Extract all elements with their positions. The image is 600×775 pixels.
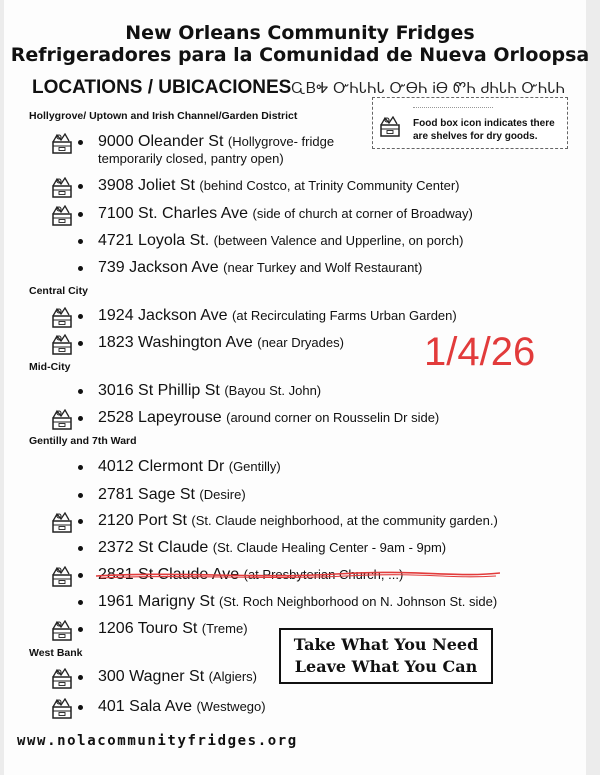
location-row bbox=[0, 512, 600, 536]
section-header: West Bank bbox=[29, 647, 83, 659]
location-note: (near Turkey and Wolf Restaurant) bbox=[223, 260, 423, 275]
location-address bbox=[98, 539, 446, 557]
location-note: (Algiers) bbox=[208, 669, 257, 684]
location-row bbox=[0, 177, 600, 201]
bullet bbox=[78, 465, 83, 470]
food-box-icon bbox=[51, 307, 75, 329]
location-address bbox=[98, 512, 498, 530]
bullet bbox=[78, 266, 83, 271]
bullet bbox=[78, 493, 83, 498]
section-header: Central City bbox=[29, 285, 88, 297]
section-header: Mid-City bbox=[29, 361, 71, 373]
section-header: Hollygrove/ Uptown and Irish Channel/Garden District bbox=[29, 110, 298, 122]
location-address bbox=[98, 307, 457, 325]
location-note: (at Recirculating Farms Urban Garden) bbox=[232, 308, 457, 323]
location-note-continued: temporarily closed, pantry open) bbox=[98, 151, 284, 166]
location-address bbox=[98, 232, 463, 250]
location-note: (Hollygrove- fridge bbox=[227, 134, 335, 149]
bullet bbox=[78, 705, 83, 710]
location-address bbox=[98, 334, 344, 352]
street: 300 Wagner St bbox=[98, 668, 205, 685]
street: 1823 Washington Ave bbox=[98, 334, 253, 351]
bullet bbox=[78, 675, 83, 680]
bullet bbox=[78, 416, 83, 421]
food-box-icon bbox=[51, 668, 75, 690]
location-row bbox=[0, 232, 600, 256]
food-box-icon bbox=[51, 334, 75, 356]
location-note: (behind Costco, at Trinity Community Center) bbox=[199, 178, 460, 193]
location-note: (Bayou St. John) bbox=[224, 383, 322, 398]
location-row bbox=[0, 458, 600, 482]
location-row bbox=[0, 205, 600, 229]
legend-smudge bbox=[413, 101, 493, 108]
slogan-box bbox=[279, 628, 493, 684]
location-note: (at Presbyterian Church, ...) bbox=[243, 567, 404, 582]
location-address bbox=[98, 259, 422, 277]
location-row bbox=[0, 593, 600, 617]
location-address bbox=[98, 620, 248, 638]
food-box-icon bbox=[51, 698, 75, 720]
location-note: (St. Roch Neighborhood on N. Johnson St. side) bbox=[218, 594, 498, 609]
bullet bbox=[78, 546, 83, 551]
red-strikethrough bbox=[96, 570, 500, 580]
slogan-line-1: Take What You Need bbox=[293, 635, 479, 654]
street: 2120 Port St bbox=[98, 512, 187, 529]
location-address bbox=[98, 593, 497, 611]
bullet bbox=[78, 341, 83, 346]
food-box-icon bbox=[51, 133, 75, 155]
bullet bbox=[78, 389, 83, 394]
bullet bbox=[78, 519, 83, 524]
location-address bbox=[98, 698, 266, 716]
street: 3016 St Phillip St bbox=[98, 382, 220, 399]
location-address bbox=[98, 486, 246, 504]
food-box-icon bbox=[51, 409, 75, 431]
locations-label: LOCATIONS / UBICACIONES bbox=[32, 77, 292, 98]
locations-heading bbox=[32, 77, 565, 99]
handwritten-date: 1/4/26 bbox=[424, 330, 536, 374]
bullet bbox=[78, 314, 83, 319]
food-box-icon bbox=[51, 177, 75, 199]
location-row bbox=[0, 382, 600, 406]
bullet bbox=[78, 627, 83, 632]
location-note: (side of church at corner of Broadway) bbox=[252, 206, 473, 221]
location-row bbox=[0, 698, 600, 722]
street: 3908 Joliet St bbox=[98, 177, 195, 194]
street: 2528 Lapeyrouse bbox=[98, 409, 222, 426]
location-address bbox=[98, 205, 473, 223]
street: 1206 Touro St bbox=[98, 620, 198, 637]
location-row bbox=[0, 486, 600, 510]
street: 4721 Loyola St. bbox=[98, 232, 210, 249]
location-address bbox=[98, 458, 281, 476]
location-note: (between Valence and Upperline, on porch) bbox=[213, 233, 464, 248]
food-box-icon bbox=[51, 620, 75, 642]
street: 401 Sala Ave bbox=[98, 698, 193, 715]
title-english: New Orleans Community Fridges bbox=[125, 22, 475, 44]
bullet bbox=[78, 140, 83, 145]
street: 4012 Clermont Dr bbox=[98, 458, 225, 475]
bullet bbox=[78, 573, 83, 578]
street: 739 Jackson Ave bbox=[98, 259, 219, 276]
location-address bbox=[98, 668, 257, 686]
street: 2831 St Claude Ave bbox=[98, 566, 240, 583]
location-row bbox=[0, 539, 600, 563]
bullet bbox=[78, 212, 83, 217]
bullet bbox=[78, 184, 83, 189]
location-note: (near Dryades) bbox=[257, 335, 344, 350]
street: 2372 St Claude bbox=[98, 539, 209, 556]
locations-garbled-text: ᏩᏴᎭ ᏅᏂᏓᏂᏓ ᏅᎾᏂ ᎥᎾ ᏛᏂ ᏧᏂᏓᏂ ᏅᏂᏓᏂ bbox=[291, 80, 566, 97]
food-box-icon bbox=[51, 205, 75, 227]
location-note: (St. Claude Healing Center - 9am - 9pm) bbox=[212, 540, 447, 555]
street: 2781 Sage St bbox=[98, 486, 195, 503]
street: 1961 Marigny St bbox=[98, 593, 215, 610]
food-box-icon bbox=[51, 512, 75, 534]
location-note: (St. Claude neighborhood, at the community garden.) bbox=[191, 513, 498, 528]
location-row bbox=[0, 133, 600, 166]
location-row bbox=[0, 307, 600, 331]
location-note: (Westwego) bbox=[196, 699, 266, 714]
location-note: (Desire) bbox=[199, 487, 246, 502]
bullet bbox=[78, 239, 83, 244]
section-header: Gentilly and 7th Ward bbox=[29, 435, 137, 447]
website-link[interactable]: www.nolacommunityfridges.org bbox=[17, 733, 298, 749]
street: 7100 St. Charles Ave bbox=[98, 205, 249, 222]
street: 9000 Oleander St bbox=[98, 133, 224, 150]
location-row bbox=[0, 259, 600, 283]
food-box-icon bbox=[51, 566, 75, 588]
location-address bbox=[98, 382, 321, 400]
location-note: (Gentilly) bbox=[228, 459, 281, 474]
location-address bbox=[98, 133, 334, 151]
location-note: (around corner on Rousselin Dr side) bbox=[226, 410, 440, 425]
bullet bbox=[78, 600, 83, 605]
title-spanish: Refrigeradores para la Comunidad de Nueva Orloopsa bbox=[10, 44, 590, 66]
street: 1924 Jackson Ave bbox=[98, 307, 228, 324]
location-note: (Treme) bbox=[201, 621, 248, 636]
slogan-line-2: Leave What You Can bbox=[294, 657, 478, 676]
location-address bbox=[98, 177, 460, 195]
location-address bbox=[98, 409, 439, 427]
location-row bbox=[0, 409, 600, 433]
legend-text: Food box icon indicates there are shelves for dry goods. bbox=[413, 118, 555, 142]
